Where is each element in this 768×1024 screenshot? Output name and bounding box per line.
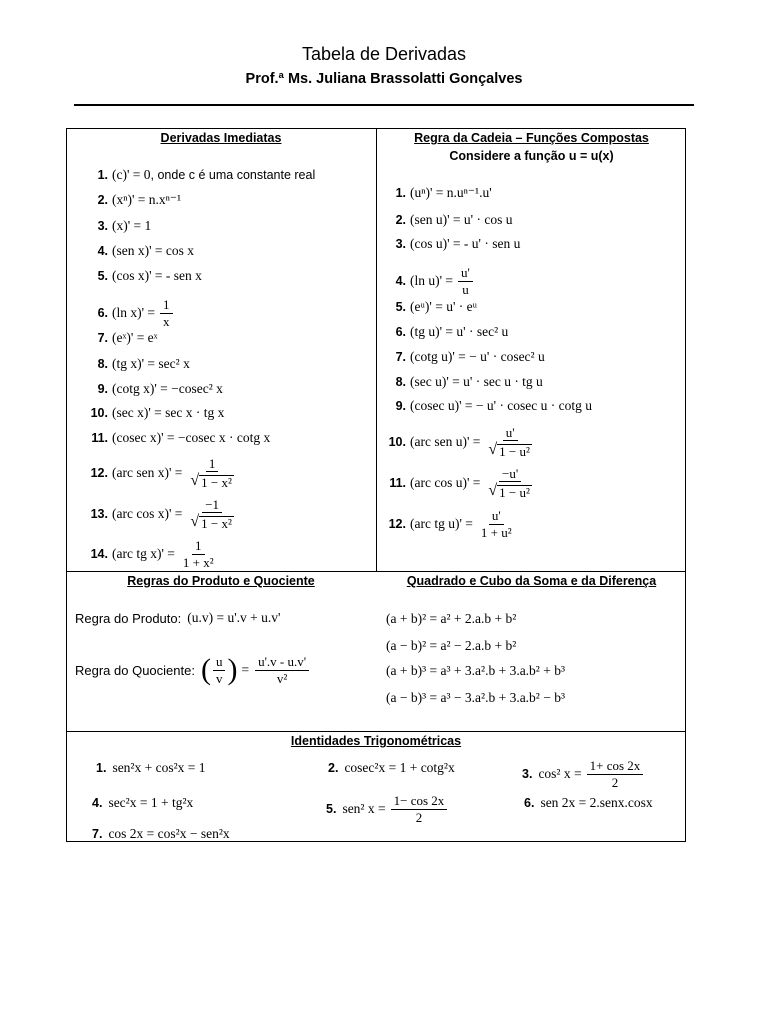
item-number: 7.: [395, 350, 406, 364]
fraction: [478, 509, 515, 539]
fraction-numerator: −u': [499, 467, 521, 483]
formula: (uⁿ)' = n.uⁿ⁻¹.u': [410, 185, 492, 200]
formula: (cosec x)' = −cosec x · cotg x: [112, 430, 271, 445]
square-root: [190, 514, 234, 530]
fraction-denominator: [485, 441, 535, 458]
trig-heading: Identidades Trigonométricas: [290, 734, 462, 748]
fraction-denominator: [187, 472, 237, 489]
formula-lhs: (ln u)' =: [410, 273, 454, 288]
chain-item: [380, 506, 517, 542]
formula: (cotg u)' = − u' · cosec² u: [410, 349, 545, 364]
item-number: 6.: [395, 325, 406, 339]
square-root: [488, 483, 532, 499]
item-number: 9.: [97, 382, 108, 396]
formula: sen 2x = 2.senx.cosx: [540, 795, 653, 810]
formula: (cos x)' = - sen x: [112, 268, 202, 283]
fraction-denominator: 2: [611, 774, 619, 790]
radicand: 1 − x²: [201, 474, 232, 490]
trig-item: [92, 791, 193, 815]
item-number: 12.: [90, 466, 108, 480]
radical-sign-icon: √: [190, 513, 200, 531]
radicand: 1 − u²: [499, 443, 530, 459]
fraction-numerator: 1: [192, 539, 205, 555]
trig-item: [524, 791, 653, 815]
formula-lhs: sen² x =: [342, 801, 386, 816]
formula: (cosec u)' = − u' · cosec u · cotg u: [410, 398, 593, 413]
right-paren: ): [227, 653, 238, 686]
item-number: 7.: [92, 827, 103, 841]
chain-item: [380, 394, 592, 418]
fraction: [391, 794, 448, 824]
radical-sign-icon: √: [488, 441, 498, 459]
item-number: 4.: [97, 244, 108, 258]
item-number: 2.: [395, 213, 406, 227]
formula: cos 2x = cos²x − sen²x: [108, 826, 230, 841]
item-number: 3.: [395, 237, 406, 251]
squares-item: (a − b)² = a² − 2.a.b + b²: [386, 638, 517, 653]
formula: cosec²x = 1 + cotg²x: [344, 760, 455, 775]
squares-item: (a + b)³ = a³ + 3.a².b + 3.a.b² + b³: [386, 663, 566, 678]
item-number: 1.: [96, 761, 107, 775]
item-number: 7.: [97, 331, 108, 345]
item-number: 1.: [97, 168, 108, 182]
item-number: 11.: [389, 476, 406, 490]
squares-heading: Quadrado e Cubo da Soma e da Diferença: [406, 574, 657, 588]
formula-lhs: (arc tg u)' =: [410, 516, 473, 531]
formula: (cos u)' = - u' · sen u: [410, 236, 521, 251]
formula-note: , onde c é uma constante real: [150, 168, 316, 182]
chain-item: [380, 208, 512, 232]
squares-item: (a − b)³ = a³ − 3.a².b + 3.a.b² − b³: [386, 690, 566, 705]
radicand: 1 − u²: [499, 484, 530, 500]
item-number: 11.: [91, 431, 108, 445]
section-divider-2: [66, 731, 686, 732]
fraction: [485, 467, 535, 500]
immediate-item: [82, 188, 181, 212]
trig-item: [328, 756, 455, 780]
quotient-lhs-numerator: u: [213, 655, 226, 671]
item-number: 6.: [524, 796, 535, 810]
formula-lhs: (arc sen u)' =: [410, 434, 481, 449]
chain-item: [380, 232, 520, 256]
immediate-item: [82, 377, 223, 401]
trig-item: [92, 822, 230, 846]
product-rule: [75, 606, 280, 630]
formula: (eˣ)' = eˣ: [112, 330, 158, 345]
trig-item: [326, 791, 449, 827]
fraction: [485, 426, 535, 459]
formula-lhs: (arc sen x)' =: [112, 465, 183, 480]
fraction-numerator: 1− cos 2x: [391, 794, 448, 810]
item-number: 13.: [90, 507, 108, 521]
fraction-numerator: 1: [160, 298, 173, 314]
item-number: 5.: [395, 300, 406, 314]
quotient-lhs-denominator: v: [215, 670, 223, 686]
item-number: 1.: [395, 186, 406, 200]
item-number: 8.: [395, 375, 406, 389]
item-number: 5.: [97, 269, 108, 283]
chain-item: [380, 424, 537, 460]
item-number: 3.: [522, 767, 533, 781]
formula-lhs: cos² x =: [538, 766, 582, 781]
radical-sign-icon: √: [190, 472, 200, 490]
product-label: Regra do Produto:: [75, 610, 182, 626]
item-number: 9.: [395, 399, 406, 413]
equals-sign: =: [241, 662, 250, 677]
radical-sign-icon: √: [488, 482, 498, 500]
formula-lhs: (arc cos x)' =: [112, 506, 183, 521]
fraction: [187, 457, 237, 490]
squares-item: (a + b)² = a² + 2.a.b + b²: [386, 611, 517, 626]
formula: sen²x + cos²x = 1: [112, 760, 206, 775]
quotient-label: Regra do Quociente:: [75, 662, 195, 678]
fraction-numerator: −1: [202, 498, 222, 514]
item-number: 4.: [395, 274, 406, 288]
fraction-denominator: x: [163, 313, 170, 329]
item-number: 2.: [97, 193, 108, 207]
formula: sec²x = 1 + tg²x: [108, 795, 194, 810]
fraction: [458, 266, 473, 296]
quotient-rule: [75, 650, 311, 690]
formula: (sec x)' = sec x · tg x: [112, 405, 225, 420]
chain-heading: Regra da Cadeia – Funções Compostas: [414, 131, 649, 145]
fraction: [187, 498, 237, 531]
chain-item: [380, 263, 475, 299]
immediate-item: [82, 264, 202, 288]
chain-item: [380, 345, 545, 369]
item-number: 8.: [97, 357, 108, 371]
immediate-item: [82, 352, 190, 376]
immediate-item: [82, 239, 194, 263]
fraction-numerator: u': [458, 266, 473, 282]
chain-item: [380, 320, 508, 344]
formula: (cotg x)' = −cosec² x: [112, 381, 223, 396]
immediate-item: [82, 426, 270, 450]
page-title: Tabela de Derivadas: [301, 44, 467, 64]
trig-item: [96, 756, 206, 780]
product-heading: Regras do Produto e Quociente: [127, 574, 315, 588]
formula: (tg u)' = u' · sec² u: [410, 324, 509, 339]
quotient-rhs-numerator: u'.v - u.v': [255, 655, 309, 671]
item-number: 14.: [90, 547, 108, 561]
immediate-item: [82, 401, 224, 425]
header-divider: [74, 104, 694, 106]
formula-lhs: (arc tg x)' =: [112, 546, 175, 561]
fraction: [180, 539, 217, 569]
item-number: 4.: [92, 796, 103, 810]
immediate-item: [82, 214, 151, 238]
formula: (sen x)' = cos x: [112, 243, 195, 258]
quotient-rhs-denominator: v²: [276, 670, 288, 686]
formula: (x)' = 1: [112, 218, 152, 233]
item-number: 6.: [97, 306, 108, 320]
fraction-denominator: [485, 482, 535, 499]
immediate-item: [82, 496, 239, 532]
chain-item: [380, 465, 537, 501]
fraction-numerator: u': [503, 426, 518, 442]
formula: (sen u)' = u' · cos u: [410, 212, 513, 227]
formula-lhs: (arc cos u)' =: [410, 475, 481, 490]
formula: (c)' = 0: [112, 167, 151, 182]
fraction-denominator: u: [462, 281, 469, 297]
item-number: 10.: [90, 406, 108, 420]
immediate-item: [82, 163, 315, 187]
fraction-numerator: u': [489, 509, 504, 525]
formula-lhs: (ln x)' =: [112, 305, 156, 320]
formula: (tg x)' = sec² x: [112, 356, 190, 371]
item-number: 12.: [388, 517, 406, 531]
left-paren: (: [200, 653, 211, 686]
fraction-numerator: 1+ cos 2x: [587, 759, 644, 775]
item-number: 10.: [388, 435, 406, 449]
immediate-item: [82, 455, 239, 491]
formula: (sec u)' = u' · sec u · tg u: [410, 374, 543, 389]
radicand: 1 − x²: [201, 515, 232, 531]
formula: (xⁿ)' = n.xⁿ⁻¹: [112, 192, 182, 207]
fraction-numerator: 1: [206, 457, 219, 473]
fraction-denominator: 1 + x²: [182, 554, 214, 570]
fraction: [160, 298, 173, 328]
author-line: Prof.ª Ms. Juliana Brassolatti Gonçalves: [245, 71, 523, 87]
item-number: 3.: [97, 219, 108, 233]
column-divider: [376, 128, 377, 571]
quotient-rhs-fraction: [255, 655, 309, 685]
square-root: [190, 473, 234, 489]
item-number: 2.: [328, 761, 339, 775]
product-formula: (u.v) = u'.v + u.v': [187, 610, 281, 625]
chain-item: [380, 181, 492, 205]
fraction-denominator: [187, 513, 237, 530]
immediate-item: [82, 536, 219, 572]
fraction-denominator: 1 + u²: [480, 524, 512, 540]
fraction: [587, 759, 644, 789]
chain-item: [380, 370, 543, 394]
square-root: [488, 442, 532, 458]
quotient-lhs-fraction: [213, 655, 226, 685]
immediate-item: [82, 326, 158, 350]
chain-subheading: Considere a função u = u(x): [449, 149, 614, 163]
immediate-heading: Derivadas Imediatas: [160, 131, 282, 145]
chain-item: [380, 295, 477, 319]
trig-item: [522, 756, 645, 792]
item-number: 5.: [326, 802, 337, 816]
fraction-denominator: 2: [415, 809, 423, 825]
formula: (eᵘ)' = u' · eᵘ: [410, 299, 478, 314]
